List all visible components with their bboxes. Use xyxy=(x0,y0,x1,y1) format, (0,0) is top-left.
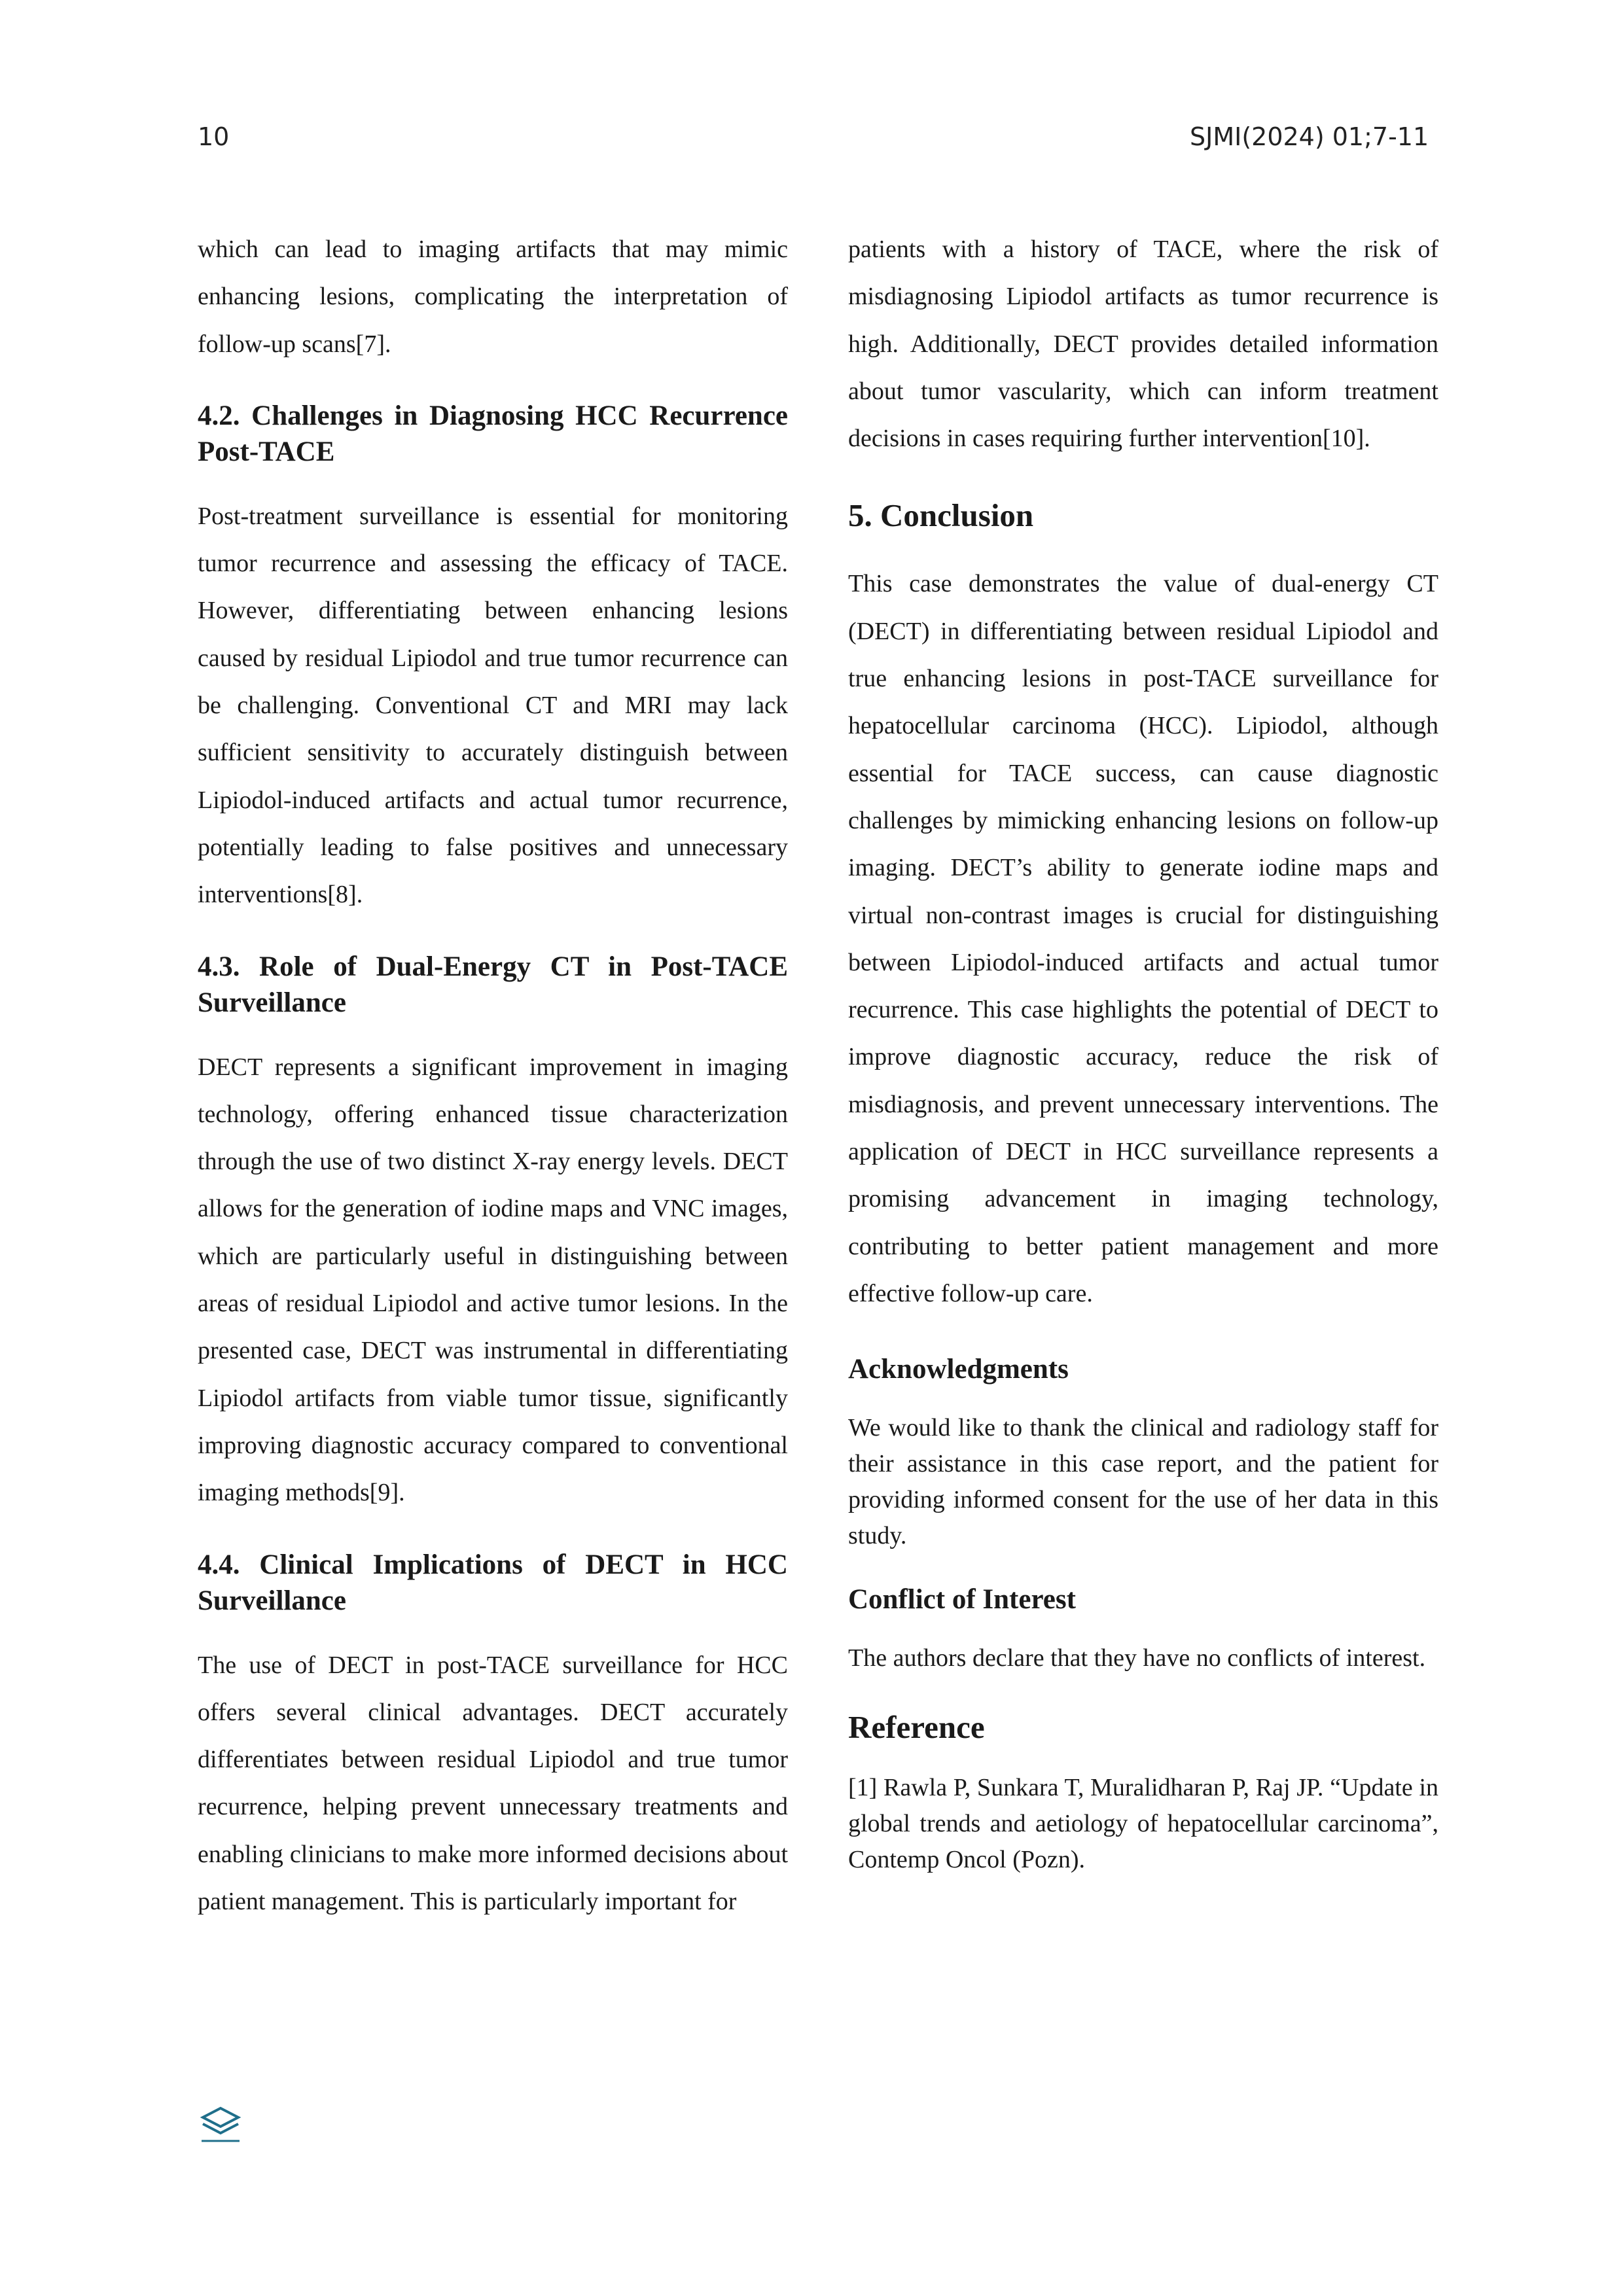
conclusion-body: This case demonstrates the value of dual-energy CT (DECT) in differentiating between residual Lipiodol and true enhancing lesions in post-TACE surveillance for hepatocellular carcinoma (HCC). Lipiodol, although essential for TACE success, can cause diagnostic challenges by mimicking enhancing lesions on follow-up imaging. DECT’s ability to generate iodine maps and virtual non-contrast images is crucial for distinguishing between Lipiodol-induced artifacts and actual tumor recurrence. This case highlights the potential of DECT to improve diagnostic accuracy, reduce the risk of misdiagnosis, and prevent unnecessary interventions. The application of DECT in HCC surveillance represents a promising advancement in imaging technology, contributing to better patient management and more effective follow-up care. xyxy=(848,570,1438,1307)
section-4-3-heading: 4.3. Role of Dual-Energy CT in Post-TACE Surveillance xyxy=(198,951,788,1018)
continued-paragraph: patients with a history of TACE, where the risk of misdiagnosing Lipiodol artifacts as tumor recurrence is high. Additionally, DECT provides detailed information about tumor vascularity, which can inform treatment decisions in cases requiring further intervention[10]. xyxy=(848,236,1438,453)
page-number: 10 xyxy=(198,122,230,151)
conflict-of-interest-heading: Conflict of Interest xyxy=(848,1584,1076,1616)
section-4-2-heading: 4.2. Challenges in Diagnosing HCC Recurrence Post-TACE xyxy=(198,400,788,467)
intro-paragraph: which can lead to imaging artifacts that may mimic enhancing lesions, complicating the interpretation of follow-up scans[7]. xyxy=(198,236,788,358)
reference-heading: Reference xyxy=(848,1709,985,1746)
section-4-4-body: The use of DECT in post-TACE surveillance for HCC offers several clinical advantages. DECT accurately differentiates between residual Lipiodol and true tumor recurrence, helping prevent unnecessary treatments and enabling clinicians to make more informed decisions about patient management. This is particularly important for xyxy=(198,1651,788,1916)
section-4-2-body: Post-treatment surveillance is essential for monitoring tumor recurrence and assessing the efficacy of TACE. However, differentiating between enhancing lesions caused by residual Lipiodol and true tumor recurrence can be challenging. Conventional CT and MRI may lack sufficient sensitivity to accurately distinguish between Lipiodol-induced artifacts and actual tumor recurrence, potentially leading to false positives and unnecessary interventions[8]. xyxy=(198,502,788,909)
conclusion-heading: 5. Conclusion xyxy=(848,497,1034,534)
acknowledgments-heading: Acknowledgments xyxy=(848,1354,1069,1385)
right-column xyxy=(848,226,1438,1878)
left-column xyxy=(198,226,788,1925)
acknowledgments-body: We would like to thank the clinical and radiology staff for their assistance in this case report, and the patient for providing informed consent for the use of her data in this study. xyxy=(848,1414,1438,1550)
section-4-4-heading: 4.4. Clinical Implications of DECT in HCC Surveillance xyxy=(198,1549,788,1616)
reference-item-1: [1] Rawla P, Sunkara T, Muralidharan P, Raj JP. “Update in global trends and aetiology of hepatocellular carcinoma”, Contemp Oncol (Pozn). xyxy=(848,1774,1438,1874)
journal-reference: SJMI(2024) 01;7-11 xyxy=(1190,122,1429,151)
section-4-3-body: DECT represents a significant improvement in imaging technology, offering enhanced tissue characterization through the use of two distinct X-ray energy levels. DECT allows for the generation of iodine maps and VNC images, which are particularly useful in distinguishing between areas of residual Lipiodol and active tumor lesions. In the presented case, DECT was instrumental in differentiating Lipiodol artifacts from viable tumor tissue, significantly improving diagnostic accuracy compared to conventional imaging methods[9]. xyxy=(198,1053,788,1507)
publisher-logo-icon xyxy=(198,2106,243,2146)
conflict-of-interest-body: The authors declare that they have no conflicts of interest. xyxy=(848,1644,1426,1672)
